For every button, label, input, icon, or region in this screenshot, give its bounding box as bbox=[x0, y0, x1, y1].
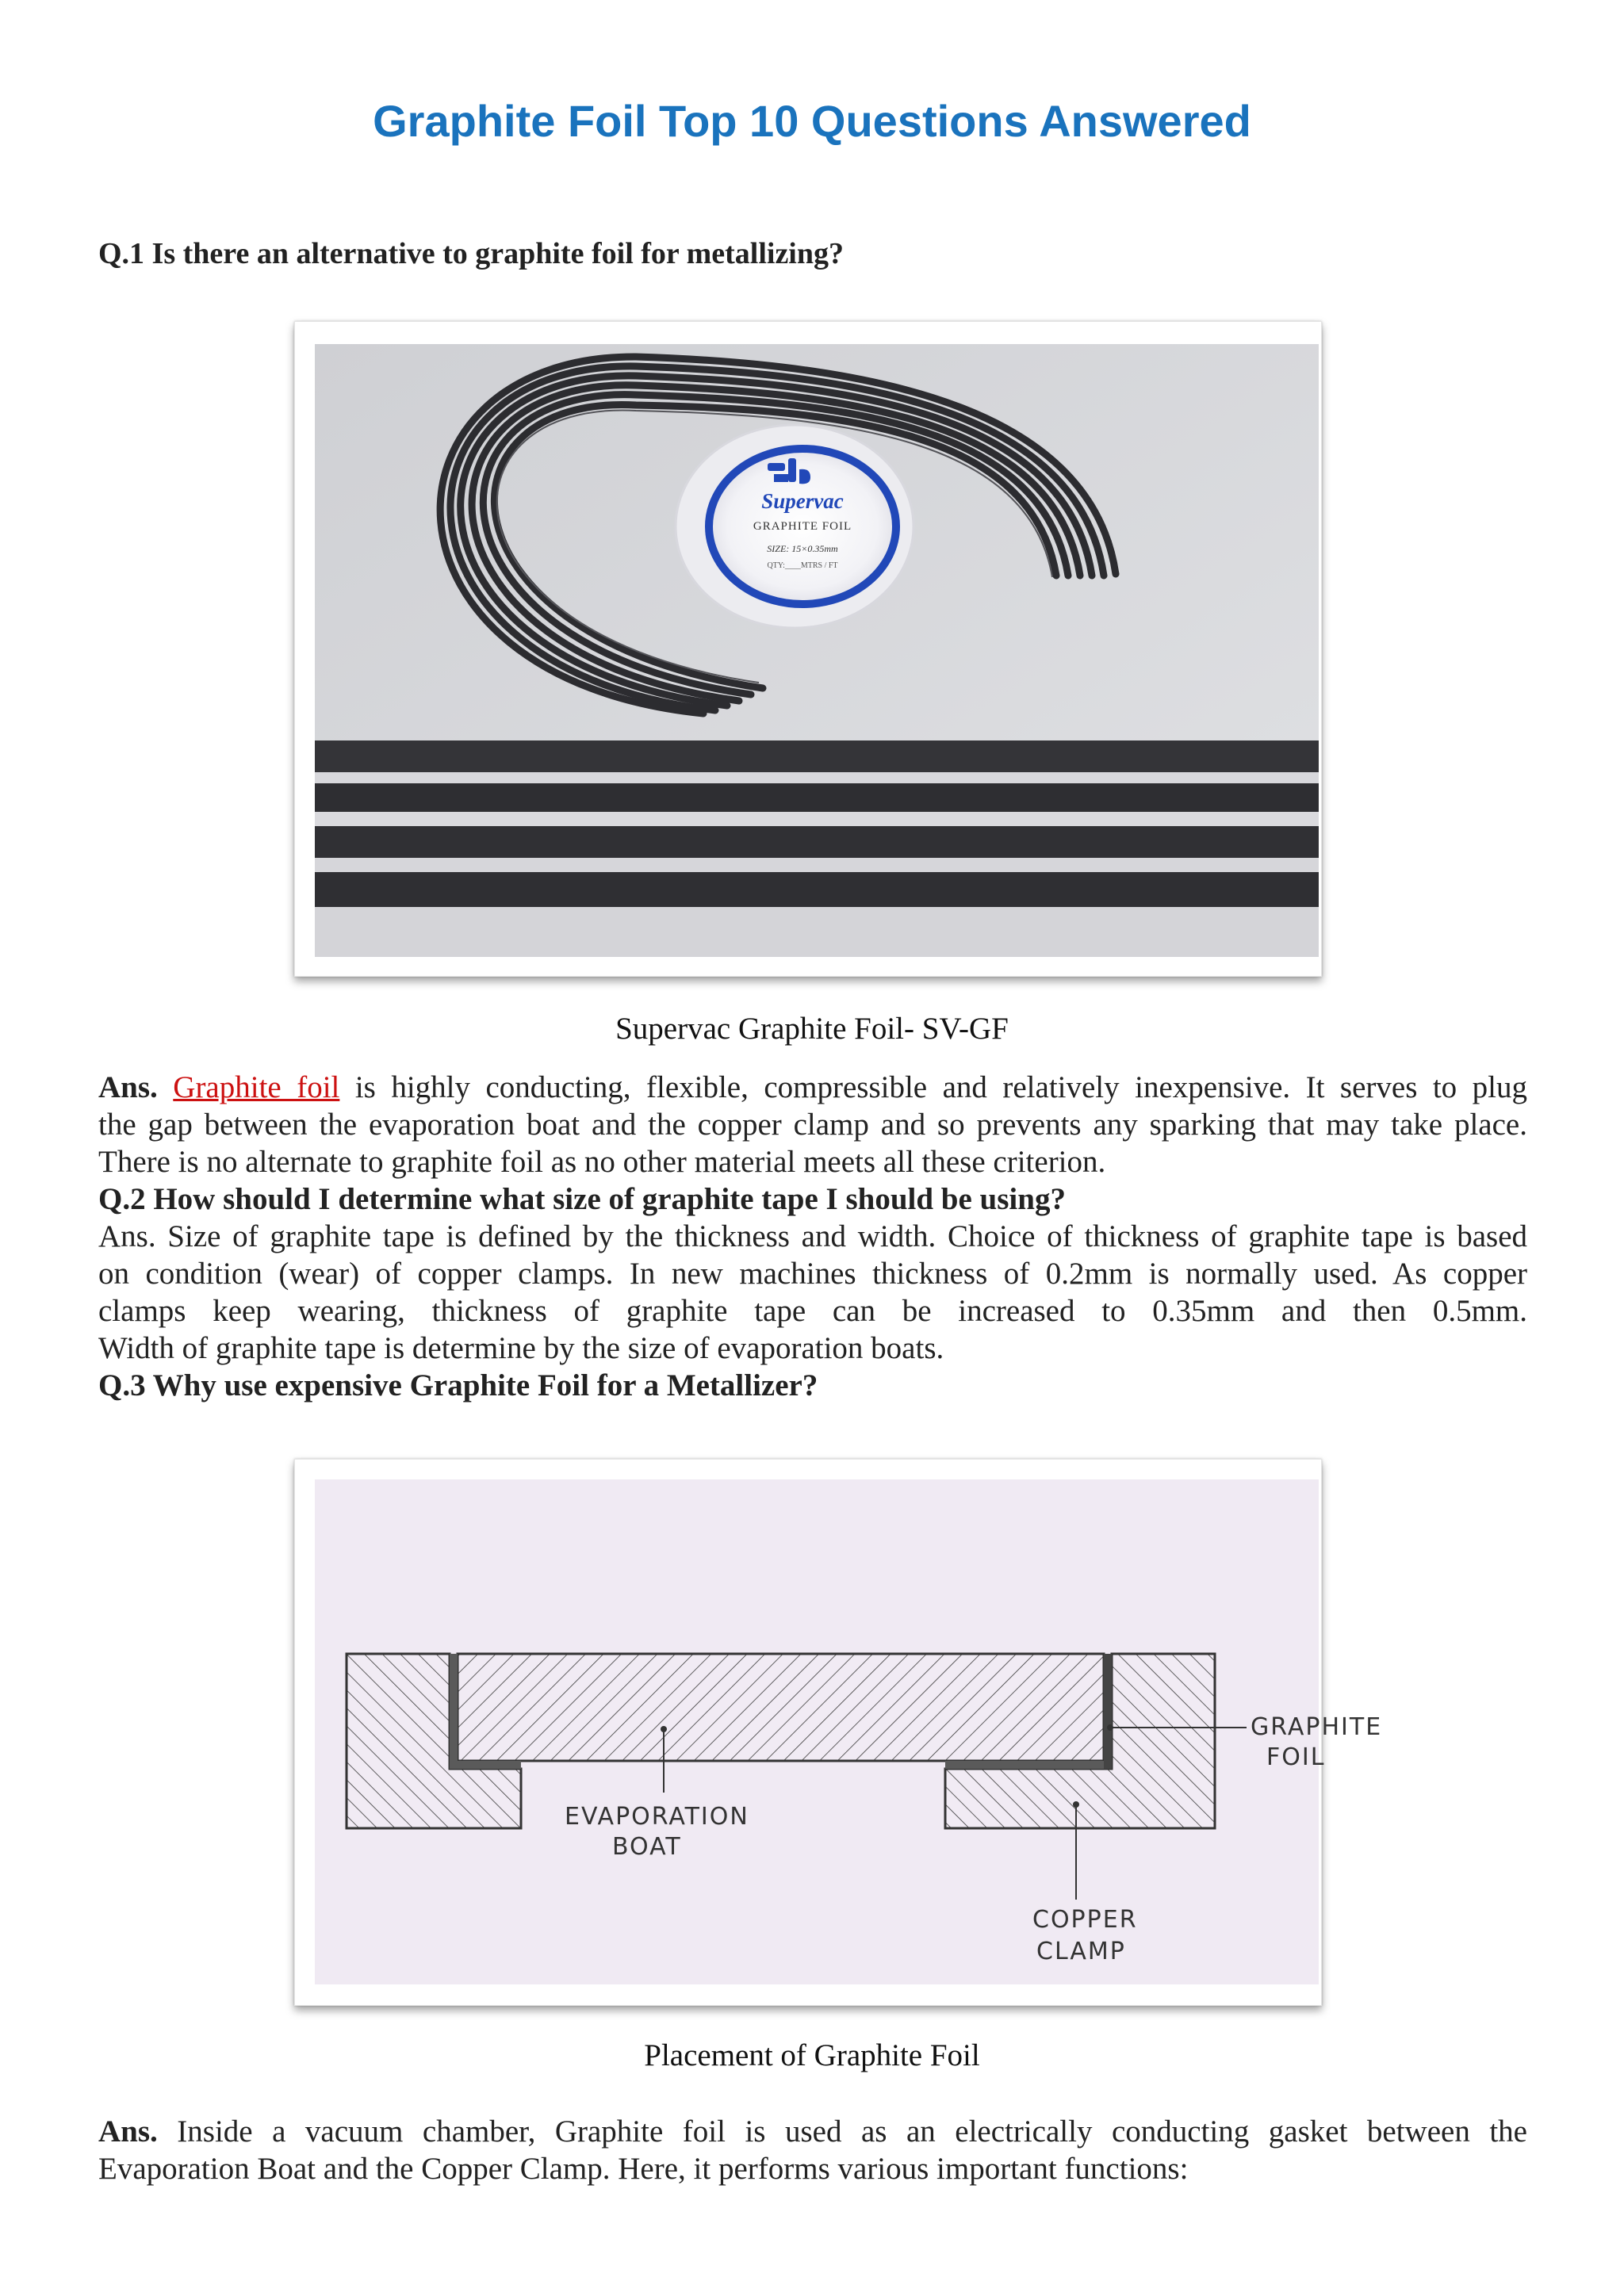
reel-brand-text: Supervac bbox=[761, 489, 844, 513]
evaporation-boat bbox=[458, 1654, 1104, 1761]
question-1: Q.1 Is there an alternative to graphite foil for metallizing? bbox=[98, 237, 844, 270]
answer-3-line-1 bbox=[98, 2113, 1527, 2150]
reel-size-text: SIZE: 15×0.35mm bbox=[767, 543, 838, 554]
answer-3-lead: Ans. bbox=[98, 2114, 158, 2149]
answer-1-lead: Ans. bbox=[98, 1070, 158, 1104]
answer-1-line-2: the gap between the evaporation boat and the copper clamp and so prevents any sparking that may take place. bbox=[98, 1108, 1527, 1142]
label-boat: BOAT bbox=[612, 1833, 682, 1861]
label-evaporation: EVAPORATION bbox=[565, 1803, 749, 1831]
graphite-foil-photo-image bbox=[295, 322, 1321, 976]
label-clamp: CLAMP bbox=[1036, 1938, 1126, 1965]
photo-caption: Supervac Graphite Foil- SV-GF bbox=[615, 1012, 1009, 1046]
answer-1-line-3: There is no alternate to graphite foil as no other material meets all these criterion. bbox=[98, 1145, 1106, 1179]
answer-1-line-1 bbox=[98, 1069, 1527, 1106]
reel-product-text: GRAPHITE FOIL bbox=[753, 520, 852, 533]
label-foil: FOIL bbox=[1266, 1743, 1326, 1771]
placement-diagram-image bbox=[295, 1460, 1383, 2005]
label-copper: COPPER bbox=[1032, 1906, 1138, 1934]
answer-3-line-1-text: Inside a vacuum chamber, Graphite foil is used as an electrically conducting gasket between the bbox=[157, 2114, 1527, 2149]
answer-2-line-4: Width of graphite tape is determine by the size of evaporation boats. bbox=[98, 1331, 944, 1365]
graphite-foil-diagram bbox=[294, 1459, 1383, 2006]
graphite-foil-link[interactable]: Graphite foil bbox=[173, 1070, 340, 1104]
answer-3 bbox=[98, 2113, 1527, 2187]
answer-1-line-1-text: is highly conducting, flexible, compressible and relatively inexpensive. It serves to plug bbox=[339, 1070, 1527, 1104]
answer-2-line-2: on condition (wear) of copper clamps. In new machines thickness of 0.2mm is normally used. As copper bbox=[98, 1257, 1527, 1291]
answer-2-line-3: clamps keep wearing, thickness of graphite tape can be increased to 0.35mm and then 0.5mm. bbox=[98, 1294, 1527, 1328]
answer-1 bbox=[98, 1069, 1527, 1404]
answer-3-line-2: Evaporation Boat and the Copper Clamp. Here, it performs various important functions: bbox=[98, 2152, 1189, 2186]
page-title: Graphite Foil Top 10 Questions Answered bbox=[373, 96, 1251, 146]
question-3: Q.3 Why use expensive Graphite Foil for a Metallizer? bbox=[98, 1368, 818, 1402]
label-graphite: GRAPHITE bbox=[1251, 1713, 1383, 1741]
diagram-caption: Placement of Graphite Foil bbox=[644, 2038, 980, 2072]
graphite-foil-photo bbox=[294, 321, 1322, 977]
answer-2-line-1: Ans. Size of graphite tape is defined by the thickness and width. Choice of thickness of graphite tape is based bbox=[98, 1219, 1527, 1253]
reel-qty-text: QTY:____MTRS / FT bbox=[767, 561, 838, 570]
question-2: Q.2 How should I determine what size of graphite tape I should be using? bbox=[98, 1182, 1066, 1216]
